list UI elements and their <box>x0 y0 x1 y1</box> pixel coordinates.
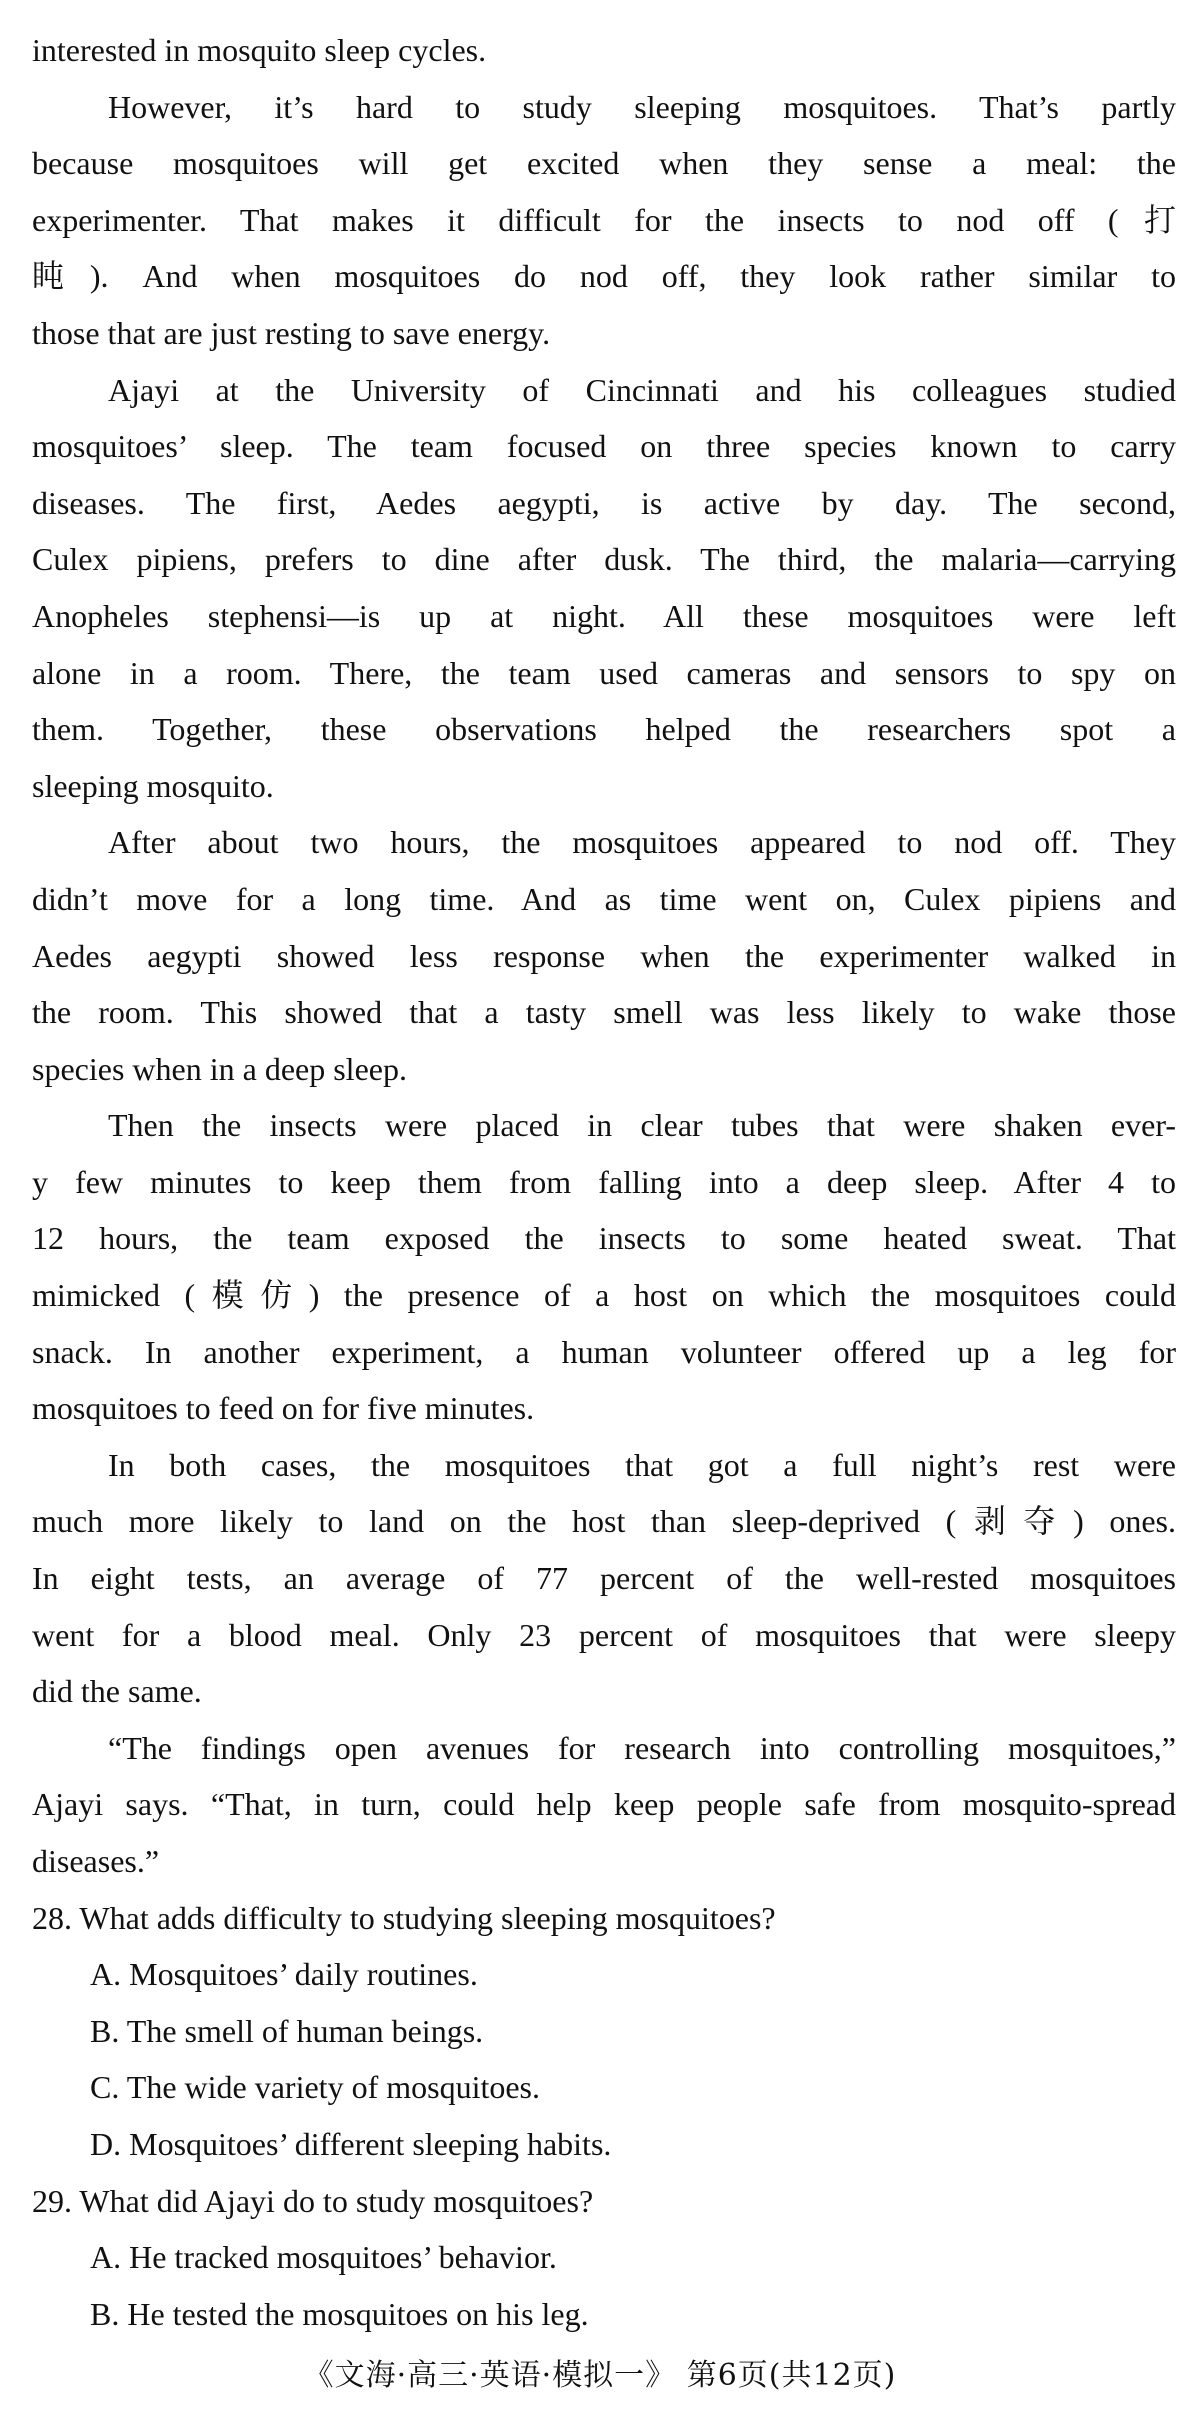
passage-line: did the same. <box>32 1673 202 1710</box>
passage-line: mosquitoes to feed on for five minutes. <box>32 1390 535 1427</box>
passage-line: Anopheles stephensi—is up at night. All these mosquitoes were left <box>32 597 1176 634</box>
passage-line: Then the insects were placed in clear tubes that were shaken ever- <box>108 1107 1176 1144</box>
passage-line: 12 hours, the team exposed the insects to some heated sweat. That <box>32 1220 1176 1257</box>
passage-line: interested in mosquito sleep cycles. <box>32 32 487 68</box>
passage-line: experimenter. That makes it difficult for the insects to nod off (打 <box>32 201 1176 238</box>
passage-line: mosquitoes’ sleep. The team focused on three species known to carry <box>32 428 1176 465</box>
passage-line: sleeping mosquito. <box>32 767 274 804</box>
answer-option: A. Mosquitoes’ daily routines. <box>90 1956 478 1993</box>
passage-line: those that are just resting to save energy. <box>32 314 551 351</box>
passage-line: “The findings open avenues for research into controlling mosquitoes,” <box>108 1729 1176 1766</box>
passage-line: 盹). And when mosquitoes do nod off, they look rather similar to <box>32 258 1176 295</box>
passage-line: diseases.” <box>32 1843 160 1879</box>
passage-line: After about two hours, the mosquitoes appeared to nod off. They <box>108 824 1176 861</box>
passage-line: them. Together, these observations helped the researchers spot a <box>32 711 1176 748</box>
passage-line: species when in a deep sleep. <box>32 1050 407 1087</box>
passage-line: Aedes aegypti showed less response when the experimenter walked in <box>32 937 1176 974</box>
question-stem: 29. What did Ajayi do to study mosquitoes? <box>32 2182 594 2219</box>
passage-line: didn’t move for a long time. And as time went on, Culex pipiens and <box>32 880 1176 917</box>
answer-option: C. The wide variety of mosquitoes. <box>90 2069 540 2106</box>
passage-line: much more likely to land on the host than sleep-deprived (剥夺) ones. <box>32 1503 1176 1540</box>
passage-line: the room. This showed that a tasty smell was less likely to wake those <box>32 994 1176 1031</box>
passage-line: diseases. The first, Aedes aegypti, is active by day. The second, <box>32 484 1176 521</box>
question-list <box>32 1890 1176 2343</box>
answer-option: B. The smell of human beings. <box>90 2012 484 2049</box>
answer-option: A. He tracked mosquitoes’ behavior. <box>90 2239 557 2276</box>
passage-line: In both cases, the mosquitoes that got a full night’s rest were <box>108 1446 1176 1483</box>
page-footer: 《文海·高三·英语·模拟一》 第6页(共12页) <box>303 2358 897 2393</box>
passage-line: went for a blood meal. Only 23 percent of mosquitoes that were sleepy <box>32 1616 1176 1653</box>
question-stem: 28. What adds difficulty to studying sleeping mosquitoes? <box>32 1899 776 1936</box>
answer-option: B. He tested the mosquitoes on his leg. <box>90 2295 589 2332</box>
exam-page <box>32 22 1176 2342</box>
passage-line: However, it’s hard to study sleeping mosquitoes. That’s partly <box>108 88 1176 125</box>
passage-line: because mosquitoes will get excited when they sense a meal: the <box>32 145 1176 182</box>
passage-line: y few minutes to keep them from falling into a deep sleep. After 4 to <box>32 1163 1176 1200</box>
passage-line: alone in a room. There, the team used cameras and sensors to spy on <box>32 654 1176 691</box>
passage-line: Ajayi at the University of Cincinnati and his colleagues studied <box>108 371 1176 408</box>
passage-line: Ajayi says. “That, in turn, could help keep people safe from mosquito-spread <box>32 1786 1176 1823</box>
answer-option: D. Mosquitoes’ different sleeping habits. <box>90 2125 612 2162</box>
reading-passage <box>32 22 1176 1890</box>
passage-line: mimicked (模仿) the presence of a host on which the mosquitoes could <box>32 1277 1176 1314</box>
passage-line: snack. In another experiment, a human volunteer offered up a leg for <box>32 1333 1176 1370</box>
passage-line: In eight tests, an average of 77 percent of the well-rested mosquitoes <box>32 1560 1176 1597</box>
passage-line: Culex pipiens, prefers to dine after dusk. The third, the malaria—carrying <box>32 541 1176 578</box>
